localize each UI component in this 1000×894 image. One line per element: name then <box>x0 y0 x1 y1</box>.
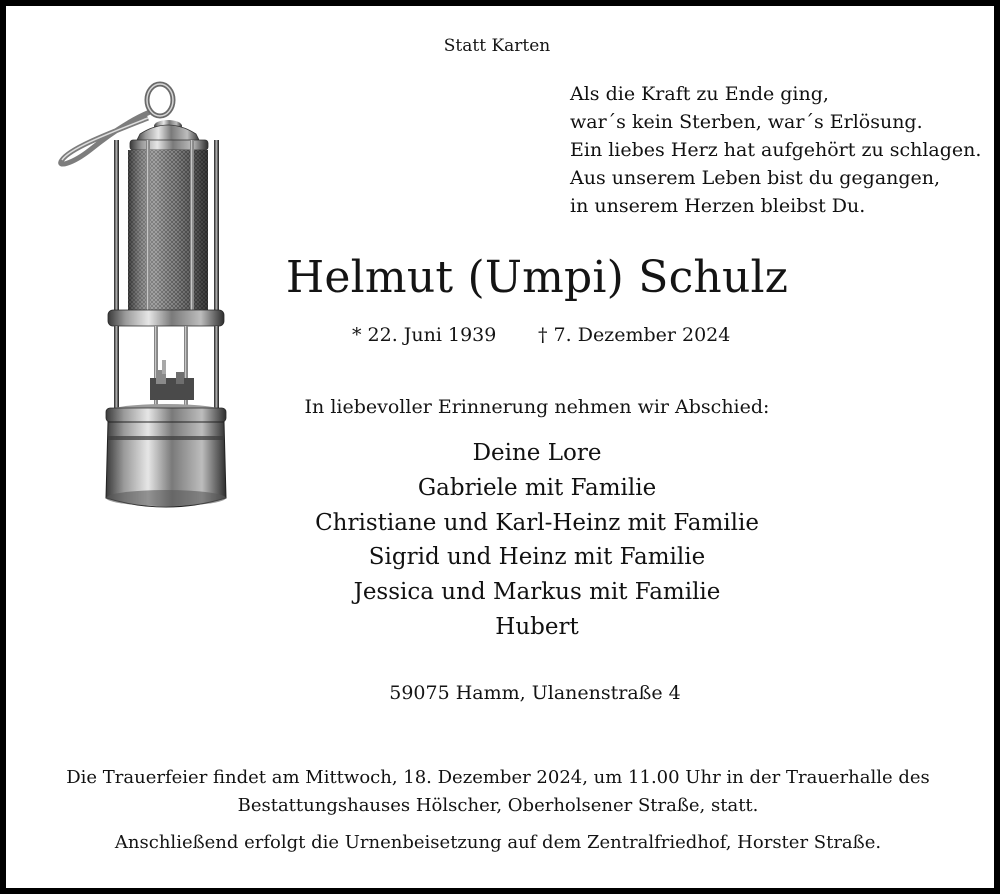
poem-line: Als die Kraft zu Ende ging, <box>570 83 829 105</box>
poem <box>570 80 981 220</box>
deceased-name: Helmut (Umpi) Schulz <box>285 252 789 303</box>
mourner: Sigrid und Heinz mit Familie <box>368 544 706 571</box>
mourner: Deine Lore <box>472 440 602 466</box>
funeral-info <box>66 764 930 820</box>
poem-line: war´s kein Sterben, war´s Erlösung. <box>570 111 923 133</box>
miners-lamp-icon <box>50 78 250 512</box>
funeral-line: Die Trauerfeier findet am Mittwoch, 18. Dezember 2024, um 11.00 Uhr in der Trauerhalle des <box>66 767 930 788</box>
mourner: Jessica und Markus mit Familie <box>353 579 721 606</box>
poem-line: Aus unserem Leben bist du gegangen, <box>570 167 941 189</box>
funeral-line: Bestattungshauses Hölscher, Oberholsener Straße, statt. <box>237 795 759 816</box>
family-address: 59075 Hamm, Ulanenstraße 4 <box>389 682 681 704</box>
poem-line: in unserem Herzen bleibst Du. <box>570 195 866 217</box>
farewell-line: In liebevoller Erinnerung nehmen wir Abschied: <box>304 396 770 418</box>
poem-line: Ein liebes Herz hat aufgehört zu schlagen. <box>570 139 982 161</box>
mourner: Christiane und Karl-Heinz mit Familie <box>315 509 759 536</box>
birth-date: * 22. Juni 1939 <box>352 324 497 346</box>
mourner: Hubert <box>495 613 579 640</box>
death-date: † 7. Dezember 2024 <box>538 324 731 346</box>
burial-info: Anschließend erfolgt die Urnenbeisetzung auf dem Zentralfriedhof, Horster Straße. <box>114 832 882 853</box>
mourners-list <box>315 436 759 645</box>
header-note: Statt Karten <box>443 36 551 56</box>
mourner: Gabriele mit Familie <box>417 474 657 501</box>
